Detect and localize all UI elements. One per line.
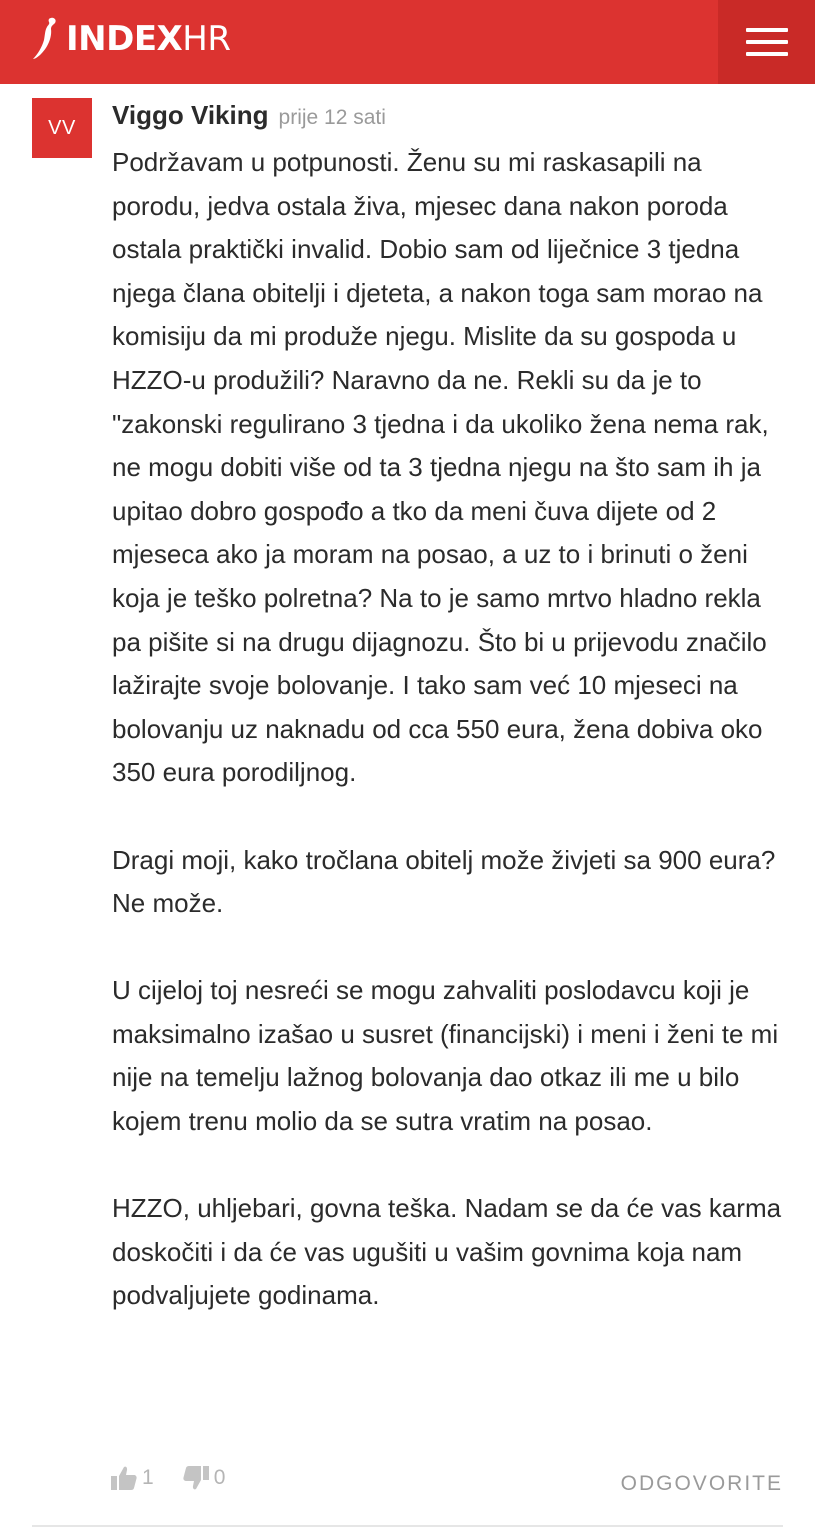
dislike-button[interactable] — [182, 1464, 226, 1492]
comment-paragraph: HZZO, uhljebari, govna teška. Nadam se da će vas karma doskočiti i da će vas ugušiti u vašim govnima koja nam podvaljujete godinama. — [112, 1193, 782, 1311]
menu-bar-line — [746, 40, 788, 44]
dislike-count: 0 — [213, 1466, 226, 1489]
logo-suffix-text: HR — [182, 19, 231, 59]
logo-wordmark — [66, 19, 231, 59]
logo-main-text: INDEX — [66, 19, 183, 59]
index-hr-logo[interactable] — [32, 15, 230, 63]
like-count: 1 — [142, 1466, 154, 1489]
comment-meta — [112, 100, 386, 131]
like-button[interactable] — [110, 1464, 154, 1492]
reply-button[interactable]: ODGOVORITE — [620, 1472, 783, 1495]
menu-bar-line — [746, 52, 788, 56]
thumbs-down-icon — [182, 1464, 210, 1492]
comment-author[interactable]: Viggo Viking — [112, 100, 269, 130]
chili-pepper-icon — [32, 16, 62, 62]
comment-divider — [32, 1525, 783, 1527]
comment-paragraph: Podržavam u potpunosti. Ženu su mi raskasapili na porodu, jedva ostala živa, mjesec dana nakon poroda ostala praktički invalid. Dobio sam od liječnice 3 tjedna njega člana obitelji i djeteta, a nakon toga sam morao na komisiju da mi produže njegu. Mislite da su gospoda u HZZO-u produžili? Naravno da ne. Rekli su da je to "zakonski regulirano 3 tjedna i da ukoliko žena nema rak, ne mogu dobiti više od ta 3 tjedna njegu na što sam ih ja upitao dobro gospođo a tko da meni čuva dijete od 2 mjeseca ako ja moram na posao, a uz to i brinuti o ženi koja je teško polretna? Na to je samo mrtvo hladno rekla pa pišite si na drugu dijagnozu. Što bi u prijevodu značilo lažirajte svoje bolovanje. I tako sam već 10 mjeseci na bolovanju uz naknadu od cca 550 eura, žena dobiva oko 350 eura porodiljnog. — [112, 147, 769, 788]
comment-actions — [110, 1464, 225, 1492]
comment-paragraph: U cijeloj toj nesreći se mogu zahvaliti poslodavcu koji je maksimalno izašao u susret (financijski) i meni i ženi te mi nije na temelju lažnog bolovanja dao otkaz ili me u bilo kojem trenu molio da se sutra vratim na posao. — [112, 975, 779, 1137]
comment-paragraph: Dragi moji, kako tročlana obitelj može živjeti sa 900 eura? Ne može. — [112, 844, 776, 919]
hamburger-menu-button[interactable] — [718, 0, 815, 84]
thumbs-up-icon — [110, 1464, 138, 1492]
top-navigation-bar — [0, 0, 815, 84]
avatar: VV — [32, 98, 92, 158]
menu-bar-line — [746, 28, 788, 32]
comment-timestamp: prije 12 sati — [278, 106, 386, 129]
comment-body — [112, 141, 792, 1318]
